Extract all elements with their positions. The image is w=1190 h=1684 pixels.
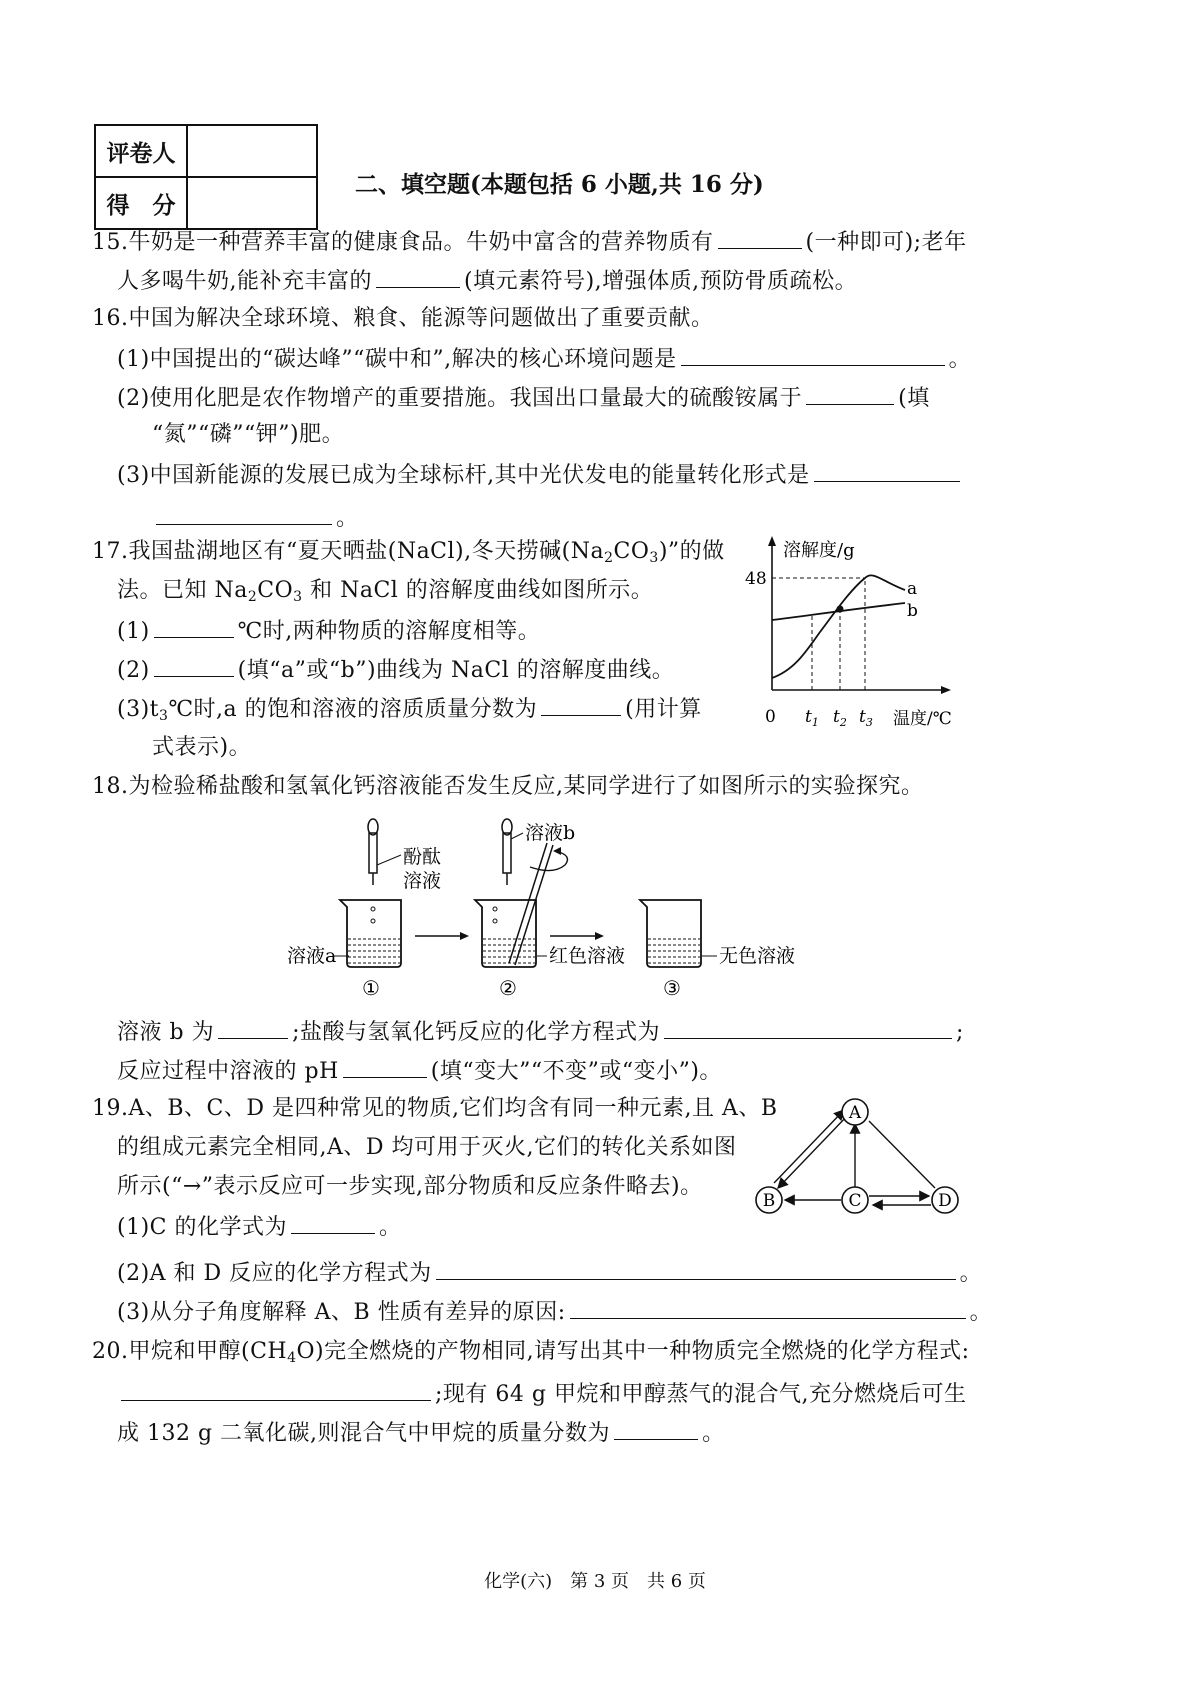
q15-line2: 人多喝牛奶,能补充丰富的 (填元素符号),增强体质,预防骨质疏松。	[117, 265, 857, 297]
q15-blank1[interactable]	[718, 226, 802, 249]
solution-a-label: 溶液a	[287, 945, 337, 967]
glass-rod	[509, 843, 553, 965]
q17-part1: (1) ℃时,两种物质的溶解度相等。	[117, 615, 540, 647]
stir-arrow-icon	[553, 847, 561, 855]
q17-part3: $(3)t_3℃$时,a 的饱和溶液的溶质质量分数为 (用计算	[117, 693, 702, 725]
solubility-chart	[745, 530, 970, 735]
t2-label: $t_2$	[833, 707, 847, 729]
arrow-2-head-icon	[595, 932, 604, 940]
q17-part3-cont: 式表示)。	[152, 735, 252, 760]
q19-line1: 19.A、B、C、D 是四种常见的物质,它们均含有同一种元素,且 A、B	[92, 1096, 778, 1121]
q16-part3: (3)中国新能源的发展已成为全球标杆,其中光伏发电的能量转化形式是	[117, 459, 964, 491]
q18-line1: 溶液 b 为 ;盐酸与氢氧化钙反应的化学方程式为 ;	[117, 1016, 964, 1048]
q17-line2: 法。已知 $Na_2CO_3$ 和 NaCl 的溶解度曲线如图所示。	[117, 578, 654, 605]
phenol-leader	[377, 855, 401, 865]
q17-part2: (2) (填“a”或“b”)曲线为 NaCl 的溶解度曲线。	[117, 654, 674, 686]
y-axis-arrow-icon	[768, 536, 776, 546]
q19-blank1[interactable]	[291, 1211, 375, 1234]
q20-line1: 20.甲烷和甲醇$(CH_4O)$完全燃烧的产物相同,请写出其中一种物质完全燃烧的化学方程式:	[92, 1339, 970, 1366]
colorless-solution-label: 无色溶液	[719, 945, 796, 967]
reviewer-label: 评卷人	[95, 125, 187, 177]
q18-blank1[interactable]	[218, 1016, 288, 1039]
page-footer: 化学(六) 第 3 页 共 6 页	[484, 1571, 706, 1592]
q15-line1: 15.牛奶是一种营养丰富的健康食品。牛奶中富含的营养物质有 (一种即可);老年	[92, 226, 967, 258]
node-c-label: C	[848, 1191, 862, 1211]
q17-blank1[interactable]	[154, 615, 234, 638]
beaker-3	[640, 900, 701, 967]
score-box	[94, 124, 318, 230]
curve-b-label: b	[907, 601, 918, 621]
q18-line2: 反应过程中溶液的 pH (填“变大”“不变”或“变小”)。	[117, 1055, 722, 1087]
solution-b-label: 溶液b	[525, 822, 576, 844]
chart-y-tick-48: 48	[745, 569, 767, 589]
q16-blank1[interactable]	[681, 343, 945, 366]
beaker-2-number: ②	[499, 976, 517, 1000]
score-cell[interactable]	[187, 177, 317, 229]
score-label: 得 分	[95, 177, 187, 229]
chart-xlabel: 温度/℃	[893, 709, 952, 729]
line-a-d	[869, 1121, 935, 1188]
t3-label: $t_3$	[859, 707, 873, 729]
dropper-2	[502, 819, 512, 885]
q20-line2: ;现有 64 g 甲烷和甲醇蒸气的混合气,充分燃烧后可生	[117, 1378, 966, 1410]
beaker-1	[340, 900, 401, 967]
phenol-label-2: 溶液	[403, 870, 442, 892]
q17-blank2[interactable]	[154, 654, 234, 677]
q16-blank2[interactable]	[806, 382, 894, 405]
q18-blank3[interactable]	[343, 1055, 427, 1078]
section-title: 二、填空题(本题包括 6 小题,共 16 分)	[355, 171, 764, 198]
beaker-1-number: ①	[362, 976, 380, 1000]
reviewer-cell[interactable]	[187, 125, 317, 177]
q19-line2: 的组成元素完全相同,A、D 均可用于灭火,它们的转化关系如图	[117, 1135, 737, 1160]
q18-stem: 18.为检验稀盐酸和氢氧化钙溶液能否发生反应,某同学进行了如图所示的实验探究。	[92, 774, 924, 799]
q16-blank3a[interactable]	[814, 459, 960, 482]
q19-blank2[interactable]	[436, 1257, 956, 1280]
beaker-3-number: ③	[663, 976, 681, 1000]
q16-part2: (2)使用化肥是农作物增产的重要措施。我国出口量最大的硫酸铵属于 (填	[117, 382, 930, 414]
q18-blank2[interactable]	[664, 1016, 952, 1039]
q19-part3: (3)从分子角度解释 A、B 性质有差异的原因: 。	[117, 1296, 992, 1328]
q16-stem: 16.中国为解决全球环境、粮食、能源等问题做出了重要贡献。	[92, 306, 714, 331]
q20-line3: 成 132 g 二氧化碳,则混合气中甲烷的质量分数为 。	[117, 1417, 725, 1449]
q17-blank3[interactable]	[541, 693, 621, 716]
dropper-1	[368, 819, 378, 885]
arrow-1-head-icon	[460, 932, 469, 940]
q16-part3-cont: 。	[152, 502, 359, 534]
q20-blank2[interactable]	[614, 1417, 698, 1440]
q20-blank1[interactable]	[121, 1378, 431, 1401]
red-solution-label: 红色溶液	[549, 945, 626, 967]
experiment-figure	[285, 815, 825, 1005]
intersection-point	[837, 606, 844, 613]
node-d-label: D	[938, 1191, 952, 1211]
curve-a	[772, 575, 905, 678]
chart-ylabel: 溶解度/g	[783, 540, 855, 561]
q19-part1: (1)C 的化学式为 。	[117, 1211, 402, 1243]
t1-label: $t_1$	[805, 707, 819, 729]
q19-line3: 所示(“→”表示反应可一步实现,部分物质和反应条件略去)。	[117, 1174, 703, 1199]
x-axis-arrow-icon	[941, 686, 951, 694]
node-b-label: B	[762, 1191, 776, 1211]
q15-blank2[interactable]	[376, 265, 460, 288]
q16-part1: (1)中国提出的“碳达峰”“碳中和”,解决的核心环境问题是 。	[117, 343, 971, 375]
arrow-a-to-b	[778, 1115, 848, 1188]
phenol-label-1: 酚酞	[403, 846, 442, 868]
q19-part2: (2)A 和 D 反应的化学方程式为 。	[117, 1257, 982, 1289]
q19-blank3[interactable]	[570, 1296, 966, 1319]
q16-part2-cont: “氮”“磷”“钾”)肥。	[152, 422, 345, 447]
curve-a-label: a	[907, 579, 918, 599]
beaker-2	[475, 900, 536, 967]
q16-blank3b[interactable]	[156, 502, 332, 525]
q17-line1: 17.我国盐湖地区有“夏天晒盐(NaCl),冬天捞碱$(Na_2CO_3)$”的做	[92, 539, 725, 566]
arrow-b-to-a	[774, 1110, 844, 1183]
node-a-label: A	[848, 1103, 862, 1123]
conversion-diagram	[745, 1090, 970, 1225]
chart-origin: 0	[765, 707, 776, 727]
solution-b-leader	[511, 833, 523, 839]
